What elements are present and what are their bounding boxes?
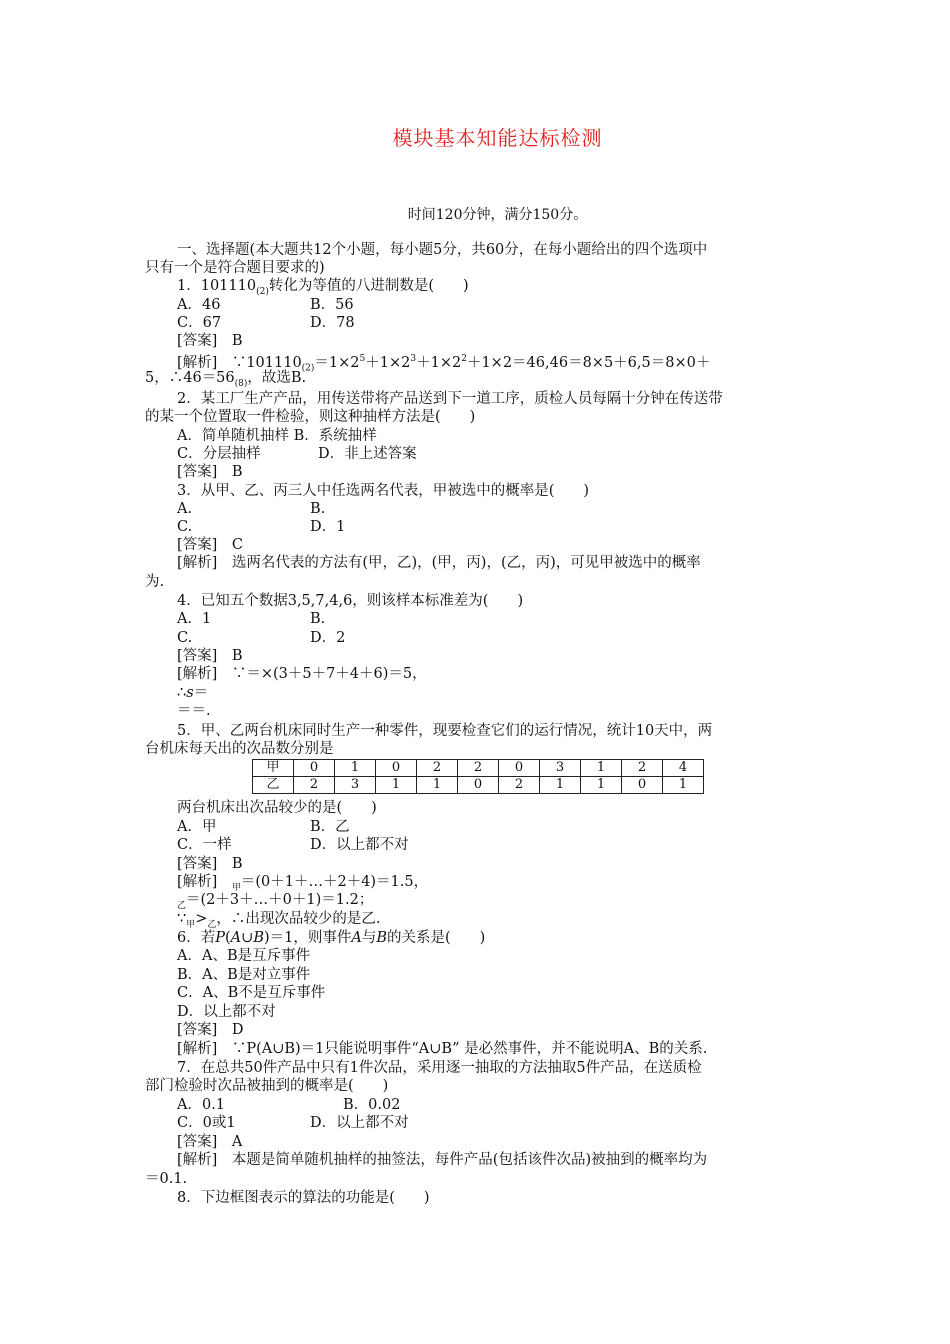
table-cell: 2: [499, 777, 540, 794]
q1-option-a: A．46: [177, 297, 221, 313]
table-cell: 3: [540, 760, 581, 777]
table-cell: 2: [294, 777, 335, 794]
table-cell: 1: [663, 777, 704, 794]
table-row: [253, 760, 704, 777]
table-cell: 1: [335, 760, 376, 777]
q4-stem: 4．已知五个数据3,5,7,4,6，则该样本标准差为( ): [177, 593, 524, 609]
table-cell: 乙: [253, 777, 294, 794]
table-cell: 2: [417, 760, 458, 777]
q8-stem: 8．下边框图表示的算法的功能是( ): [177, 1190, 430, 1206]
section-heading-line1: 一、选择题(本大题共12个小题，每小题5分，共60分，在每小题给出的四个选项中: [177, 242, 708, 258]
q1-option-b: B．56: [310, 297, 354, 313]
q3-answer: [答案] C: [177, 537, 243, 553]
table-cell: 甲: [253, 760, 294, 777]
table-cell: 3: [335, 777, 376, 794]
q4-option-a: A．1: [177, 611, 212, 627]
page-title: 模块基本知能达标检测: [392, 126, 603, 150]
q4-explanation-line1: [解析] ∵＝×(3＋5＋7＋4＋6)＝5，: [177, 666, 427, 682]
q7-answer: [答案] A: [177, 1134, 243, 1150]
q5-option-a: A．甲: [177, 819, 217, 835]
table-cell: 0: [376, 760, 417, 777]
table-cell: 2: [622, 760, 663, 777]
q1-option-d: D．78: [310, 315, 355, 331]
q2-option-d: D．非上述答案: [318, 446, 417, 462]
q4-option-c: C.: [177, 630, 193, 646]
table-cell: 0: [499, 760, 540, 777]
q5-option-c: C．一样: [177, 837, 232, 853]
q7-stem-line2: 部门检验时次品被抽到的概率是( ): [145, 1078, 389, 1094]
q6-option-a: A．A、B是互斥事件: [177, 948, 311, 964]
q5-explanation-line3: $\because_甲>_乙$，∴出现次品较少的是乙.: [177, 911, 381, 930]
q3-stem: 3．从甲、乙、丙三人中任选两名代表，甲被选中的概率是( ): [177, 483, 590, 499]
q5-option-b: B．乙: [310, 819, 350, 835]
q4-explanation-line2: ∴s＝: [177, 685, 209, 701]
table-cell: 1: [581, 777, 622, 794]
table-cell: 1: [376, 777, 417, 794]
q4-answer: [答案] B: [177, 648, 243, 664]
q7-option-a: A．0.1: [177, 1097, 226, 1113]
q5-explanation-line2: $_乙$＝(2＋3＋…＋0＋1)＝1.2；: [177, 892, 374, 911]
q7-option-d: D．以上都不对: [310, 1115, 409, 1131]
q4-option-d: D．2: [310, 630, 346, 646]
table-cell: 1: [417, 777, 458, 794]
q6-answer: [答案] D: [177, 1022, 244, 1038]
q7-explanation-line2: ＝0.1.: [145, 1171, 188, 1187]
table-cell: 0: [458, 777, 499, 794]
q5-stem-line1: 5．甲、乙两台机床同时生产一种零件，现要检查它们的运行情况，统计10天中，两: [177, 723, 713, 739]
q7-option-c: C．0或1: [177, 1115, 236, 1131]
q1-explanation-line1: [解析] $\because 101110_{(2)}=1\times 2^5+1\times 2^3+1\times 2^2+1\times 2=46,46=8\times 5+6,5=8\times 0+$: [177, 354, 711, 374]
q1-stem: 1．$101110_{(2)}$转化为等值的八进制数是( ): [177, 278, 469, 297]
q1-option-c: C．67: [177, 315, 222, 331]
table-cell: 1: [581, 760, 622, 777]
q5-option-d: D．以上都不对: [310, 837, 409, 853]
time-note: 时间120分钟，满分150分。: [407, 207, 588, 223]
q2-option-ab: A．简单随机抽样 B．系统抽样: [177, 428, 377, 444]
table-cell: 0: [294, 760, 335, 777]
q5-stem-line2: 台机床每天出的次品数分别是: [145, 741, 334, 757]
q4-option-b: B.: [310, 611, 326, 627]
q3-explanation-line2: 为.: [145, 574, 165, 590]
table-cell: 2: [458, 760, 499, 777]
q5-answer: [答案] B: [177, 856, 243, 872]
section-heading-line2: 只有一个是符合题目要求的): [145, 260, 325, 276]
q6-option-d: D．以上都不对: [177, 1004, 276, 1020]
q3-explanation-line1: [解析] 选两名代表的方法有(甲，乙)，(甲，丙)，(乙，丙)，可见甲被选中的概率: [177, 555, 701, 571]
defect-table: [252, 759, 704, 794]
q1-answer: [答案] B: [177, 333, 243, 349]
q6-stem: 6．若P(A∪B)＝1，则事件A与B的关系是( ): [177, 930, 486, 946]
table-cell: 1: [540, 777, 581, 794]
q6-explanation: [解析] ∵P(A∪B)＝1只能说明事件“A∪B” 是必然事件，并不能说明A、B的关系.: [177, 1041, 708, 1057]
q3-option-c: C.: [177, 519, 193, 535]
table-cell: 0: [622, 777, 663, 794]
q2-option-c: C．分层抽样: [177, 446, 261, 462]
q3-option-d: D．1: [310, 519, 346, 535]
q7-stem-line1: 7．在总共50件产品中只有1件次品，采用逐一抽取的方法抽取5件产品，在送质检: [177, 1060, 702, 1076]
q2-stem-line2: 的某一个位置取一件检验，则这种抽样方法是( ): [145, 409, 476, 425]
q7-explanation-line1: [解析] 本题是简单随机抽样的抽签法，每件产品(包括该件次品)被抽到的概率均为: [177, 1152, 708, 1168]
q1-explanation-line2: 5，$\therefore 46=56_{(8)}$，故选B.: [145, 370, 307, 389]
q3-option-b: B.: [310, 501, 326, 517]
q3-option-a: A.: [177, 501, 193, 517]
table-cell: 4: [663, 760, 704, 777]
q6-option-b: B．A、B是对立事件: [177, 967, 311, 983]
q2-stem-line1: 2．某工厂生产产品，用传送带将产品送到下一道工序，质检人员每隔十分钟在传送带: [177, 391, 723, 407]
table-row: [253, 777, 704, 794]
q6-option-c: C．A、B不是互斥事件: [177, 985, 326, 1001]
q5-question: 两台机床出次品较少的是( ): [177, 800, 377, 816]
q5-explanation-line1: [解析] $_甲$＝(0＋1＋…＋2＋4)＝1.5，: [177, 874, 429, 893]
q4-explanation-line3: ＝＝.: [177, 703, 211, 719]
q2-answer: [答案] B: [177, 464, 243, 480]
q7-option-b: B．0.02: [343, 1097, 401, 1113]
